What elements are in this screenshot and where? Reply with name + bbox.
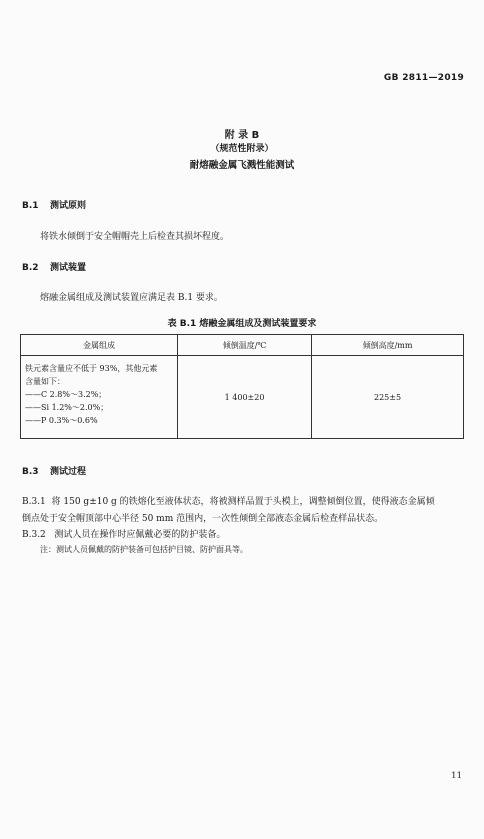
appendix-type: （规范性附录） xyxy=(210,144,274,154)
section-b1-heading xyxy=(22,198,86,211)
appendix-name: 耐熔融金属飞溅性能测试 xyxy=(189,160,295,171)
section-b1-text: 将铁水倾倒于安全帽帽壳上后检查其损坏程度。 xyxy=(40,232,230,242)
cell-temperature: 1 400±20 xyxy=(178,356,312,439)
clause-b32 xyxy=(22,527,225,540)
requirements-table xyxy=(20,334,464,439)
appendix-title: 附 录 B xyxy=(224,130,260,141)
section-b2-title: 测试装置 xyxy=(50,263,87,273)
cell-composition xyxy=(21,356,178,439)
composition-line: 含量如下： xyxy=(25,377,65,386)
table-caption: 表 B.1 熔融金属组成及测试装置要求 xyxy=(167,319,317,329)
section-b2-number: B.2 xyxy=(22,263,39,273)
composition-line: 铁元素含量应不低于 93%，其他元素 xyxy=(25,364,158,373)
clause-b32-number: B.3.2 xyxy=(22,530,46,540)
cell-height: 225±5 xyxy=(312,356,464,439)
section-b3-title: 测试过程 xyxy=(50,467,87,477)
header-height: 倾倒高度/mm xyxy=(312,335,464,356)
composition-line: ——P 0.3%～0.6% xyxy=(25,416,98,425)
composition-line: ——Si 1.2%～2.0%； xyxy=(25,403,109,412)
section-b2-heading xyxy=(22,260,86,273)
section-b2-text: 熔融金属组成及测试装置应满足表 B.1 要求。 xyxy=(40,293,223,303)
section-b3-heading xyxy=(22,464,86,477)
clause-b31-number: B.3.1 xyxy=(22,497,46,507)
table-row xyxy=(21,356,464,439)
composition-line: ——C 2.8%～3.2%； xyxy=(25,390,107,399)
clause-b31-line1: 将 150 g±10 g 的铁熔化至液体状态，将被测样品置于头模上，调整倾倒位置，使得液态金属倾 xyxy=(51,497,435,507)
section-b1-title: 测试原则 xyxy=(50,201,87,211)
clause-b32-text: 测试人员在操作时应佩戴必要的防护装备。 xyxy=(54,530,226,540)
clause-b31 xyxy=(22,494,435,507)
table-header-row xyxy=(21,335,464,356)
page-number: 11 xyxy=(451,771,462,781)
section-b1-number: B.1 xyxy=(22,201,39,211)
header-composition: 金属组成 xyxy=(21,335,178,356)
note: 注：测试人员佩戴的防护装备可包括护目镜、防护面具等。 xyxy=(40,545,248,554)
standard-code: GB 2811—2019 xyxy=(383,73,464,83)
header-temperature: 倾倒温度/℃ xyxy=(178,335,312,356)
clause-b31-line2: 倒点处于安全帽顶部中心半径 50 mm 范围内，一次性倾倒全部液态金属后检查样品状态。 xyxy=(22,514,384,524)
section-b3-number: B.3 xyxy=(22,467,39,477)
